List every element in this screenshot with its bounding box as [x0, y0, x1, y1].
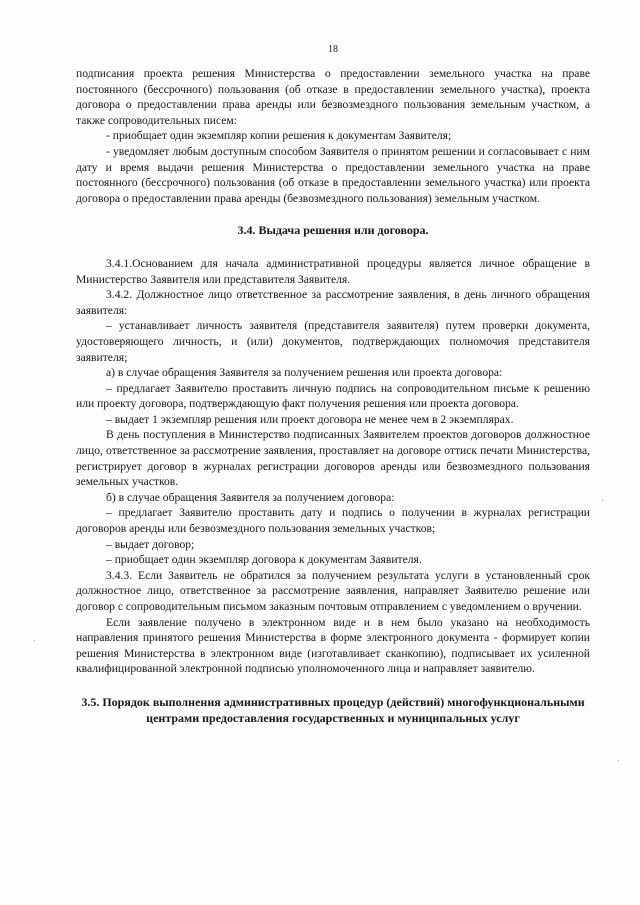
paragraph: 3.4.2. Должностное лицо ответственное за рассмотрение заявления, в день личного обращения заявителя: [76, 288, 590, 317]
paragraph: Если заявление получено в электронном виде и в нем было указано на необходимость направления принятого решения Министерства в форме электронного документа - формирует копии решения Министерства в электронном виде (изготавливает сканкопию), подписывает их усиленной квалифицированной электронной подписью уполномоченного лица и направляет заявителю. [76, 615, 590, 676]
paragraph: В день поступления в Министерство подписанных Заявителем проектов договоров должностное лицо, ответственное за рассмотрение заявления, проставляет на договоре оттиск печати Министерства, регистрирует договор в журналах регистрации договоров аренды или безвозмездного пользования земельных участков. [76, 428, 590, 489]
paragraph: – выдает договор; [106, 537, 195, 551]
paragraph: – устанавливает личность заявителя (представителя заявителя) путем проверки документа, удостоверяющего личность, и (или) документов, подтверждающих полномочия представителя заявителя; [76, 319, 590, 364]
paragraphs-section-3-4 [76, 256, 590, 677]
paragraph: - приобщает один экземпляр копии решения к документам Заявителя; [106, 129, 452, 143]
paragraph: – предлагает Заявителю проставить дату и подпись о получении в журналах регистрации договоров аренды или безвозмездного пользования земельных участков; [76, 506, 590, 536]
scan-speck [34, 640, 35, 641]
paragraph: – выдает 1 экземпляр решения или проект договора не менее чем в 2 экземплярах. [106, 412, 514, 426]
paragraph: 3.4.1.Основанием для начала административной процедуры является личное обращение в Министерство Заявителя или представителя Заявителя. [76, 256, 590, 286]
paragraph: – предлагает Заявителю проставить личную подпись на сопроводительном письме к решению или проекту договора, подтверждающую факт получения решения или проекта договора. [76, 381, 590, 411]
paragraph: подписания проекта решения Министерства о предоставлении земельного участка на праве постоянного (бессрочного) пользования (об отказе в предоставлении земельного участка), проекта договора о предоставлении права аренды или безвозмездного пользования земельным участком, а также сопроводительных писем: [76, 67, 590, 127]
paragraph: 3.4.3. Если Заявитель не обратился за получением результата услуги в установленный срок должностное лицо, ответственное за рассмотрение заявления, направляет Заявителю решение или договор с сопроводительным письмом заказным почтовым отправлением с уведомлением о вручении. [76, 568, 590, 613]
document-page [76, 44, 590, 727]
scan-speck [602, 500, 603, 501]
section-3-4-heading: 3.4. Выдача решения или договора. [237, 223, 429, 238]
page-number: 18 [328, 44, 338, 55]
paragraph: а) в случае обращения Заявителя за получением решения или проекта договора: [106, 366, 503, 380]
paragraph: б) в случае обращения Заявителя за получением договора: [106, 490, 395, 504]
scan-speck [618, 760, 619, 761]
paragraph: – приобщает один экземпляр договора к документам Заявителя. [106, 553, 422, 567]
section-3-5-heading: 3.5. Порядок выполнения административных процедур (действий) многофункциональными центрами предоставления государственных и муниципальных услуг [81, 694, 585, 726]
paragraphs-top [76, 66, 590, 206]
paragraph: - уведомляет любым доступным способом Заявителя о принятом решении и согласовывает с ним дату и время выдачи решения Министерства о предоставлении земельного участка на праве постоянного (бессрочного) пользования (об отказе в предоставлении земельного участка) или проекта договора о предоставлении права аренды (безвозмездного пользования) земельным участком. [76, 144, 590, 205]
